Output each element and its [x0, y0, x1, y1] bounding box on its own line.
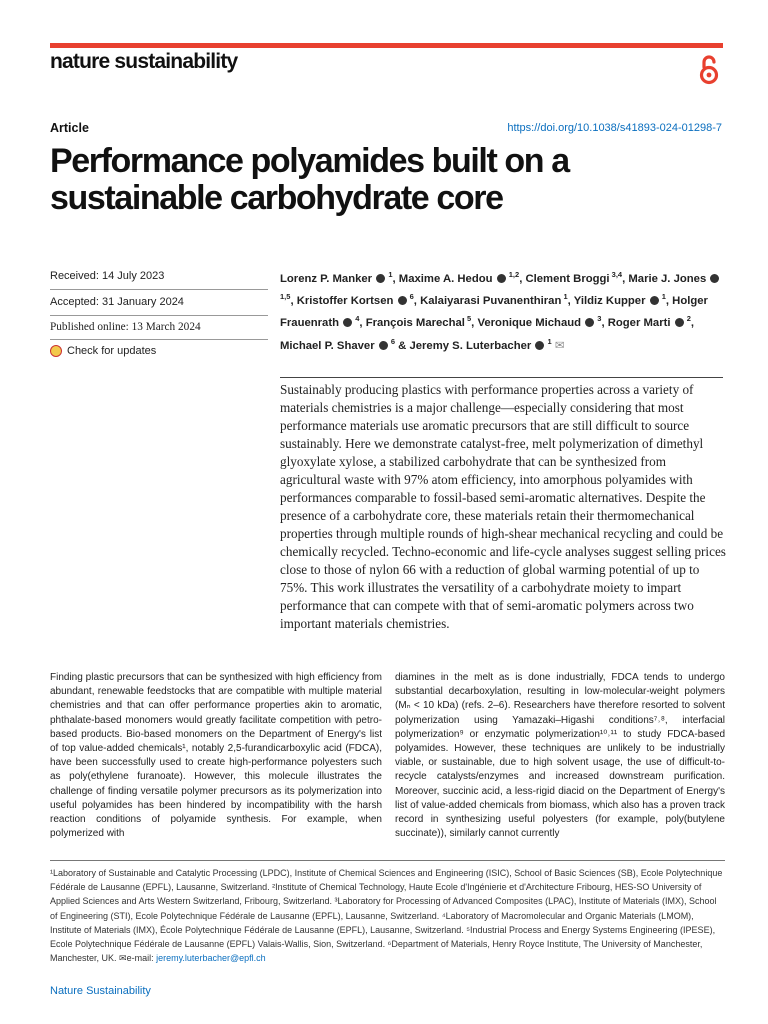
journal-name[interactable]: nature sustainability: [50, 50, 238, 73]
author-affiliation: 1: [659, 292, 666, 302]
mail-icon: ✉: [119, 953, 127, 964]
author-affiliation: 6: [407, 292, 414, 302]
meta-divider: [50, 315, 268, 316]
author-entry: Yildiz Kupper $^1$,: [573, 292, 673, 308]
mail-icon[interactable]: ✉: [551, 339, 565, 352]
meta-divider: [50, 339, 268, 340]
author-name[interactable]: Roger Marti: [607, 317, 671, 330]
check-for-updates-button[interactable]: [50, 345, 156, 357]
author-name[interactable]: Lorenz P. Manker: [280, 272, 373, 285]
body-text-column-2: diamines in the melt as is done industrially, FDCA tends to undergo substantial decarboxylation, resulting in low-molecular-weight polymers (Mₙ < 10 kDa) (refs. 2–6). Researchers have therefore resorted to solvent polymerization using Yamazaki–Higashi conditions⁷˒⁸, interfacial polymerization⁹ or enzymatic polymerization¹⁰˒¹¹ to study FDCA-based polyamides. However, these techniques are unlikely to be industrially viable, or sustainable, due to high solvent usage, the use of difficult-to-recycle catalysts/enzymes and increased downstream purification. Moreover, succinic acid, a less-rigid diacid on the Department of Energy's list of value-added chemicals from biomass, which also has a proven track record in synthesizing useful polyesters (for example, poly(butylene succinate)), similarly cannot currently: [395, 672, 725, 840]
doi-link[interactable]: https://doi.org/10.1038/s41893-024-01298-7: [507, 122, 722, 134]
author-name[interactable]: Yildiz Kupper: [573, 295, 646, 308]
article-title: Performance polyamides built on a sustainable carbohydrate core: [50, 142, 569, 217]
author-affiliation: 3,4: [609, 270, 623, 279]
orcid-icon[interactable]: [376, 274, 385, 283]
author-affiliation: 3: [595, 314, 602, 324]
author-entry: [409, 336, 565, 352]
received-date: Received: 14 July 2023: [50, 270, 165, 282]
body-text-column-1: Finding plastic precursors that can be synthesized with high efficiency from abundant, renewable feedstocks that are compatible with multiple material chemistries and that can offer performance properties akin to aromatic, phthalate-based monomers would greatly facilitate competition with petro-based products. Bio-based monomers on the Department of Energy's list of top value-added chemicals¹, notably 2,5-furandicarboxylic acid (FDCA), have been successfully used to create high-performance polyesters such as poly(ethylene furanoate). However, this molecule illustrates the challenge of finding versatile polymer precursors as its polymerization into useful polyamides has been hindered by incompatibility with the harsh reaction conditions of polyamide synthesis. For example, when polymerized with: [50, 672, 382, 840]
author-name[interactable]: Maxime A. Hedou: [398, 272, 493, 285]
author-list: [280, 266, 730, 355]
affiliations-footnote: [50, 866, 725, 965]
author-name[interactable]: Marie J. Jones: [628, 272, 707, 285]
meta-divider: [50, 289, 268, 290]
author-affiliation: 6: [388, 336, 396, 346]
author-entry: Roger Marti $^2$,: [607, 314, 695, 330]
orcid-icon[interactable]: [497, 274, 506, 283]
journal-accent-bar: [50, 43, 723, 48]
author-name[interactable]: Clement Broggi: [525, 272, 610, 285]
footnote-divider: [50, 860, 725, 861]
author-entry: Clement Broggi $^{3,4}$,: [525, 270, 629, 285]
orcid-icon[interactable]: [675, 318, 684, 327]
abstract: Sustainably producing plastics with performance properties across a variety of materials chemistries is a major challenge—especially considering that most performance materials use aromatic precursors that are still difficult to source sustainably. Here we demonstrate catalyst-free, melt polymerization of dimethyl glyoxylate xylose, a stabilized carbohydrate that can be synthesized from agricultural waste with 97% atom efficiency, into amorphous polyamides with performances comparable to fossil-based semi-aromatic alternatives. Despite the presence of a carbohydrate core, these materials retain their thermomechanical properties through multiple rounds of high-shear mechanical recycling and could be chemically recycled. Techno-economic and life-cycle analyses suggest selling prices close to those of nylon 66 with a reduction of global warming potential of up to 75%. This work illustrates the versatility of a carbohydrate moiety to impart performance that can compete with that of semi-aromatic polymers across two important materials chemistries.: [280, 382, 726, 631]
author-affiliation: 1: [545, 336, 552, 346]
open-access-icon[interactable]: [696, 54, 722, 86]
footer-journal-link[interactable]: Nature Sustainability: [50, 985, 151, 997]
author-affiliation: 1,5: [280, 292, 291, 302]
author-affiliation: 5: [464, 314, 472, 324]
author-name[interactable]: Veronique Michaud: [477, 317, 582, 330]
accepted-date: Accepted: 31 January 2024: [50, 296, 184, 308]
published-date: Published online: 13 March 2024: [50, 321, 201, 333]
orcid-icon[interactable]: [398, 296, 407, 305]
affiliations-text: ¹Laboratory of Sustainable and Catalytic Processing (LPDC), Institute of Chemical Sciences and Engineering (ISIC), School of Basic Sciences (SB), Ecole Polytechnique Fédérale de Lausanne (EPFL), Lausanne, Switzerland. ²Institute of Chemical Technology, Haute Ecole d'Ingénierie et d'Architecture Fribourg, HES-SO University of Applied Sciences and Arts Western Switzerland, Fribourg, Switzerland. ³Laboratory for Processing of Advanced Composites (LPAC), Institute of Materials (IMX), School of Engineering (STI), Ecole Polytechnique Fédérale de Lausanne (EPFL), Lausanne, Switzerland. ⁴Laboratory of Macromolecular and Organic Materials (LMOM), Institute of Materials (IMX), École Polytechnique Fédérale de Lausanne (EPFL), Lausanne, Switzerland. ⁵Industrial Process and Energy Systems Engineering (IPESE), Ecole Polytechnique Fédérale de Lausanne (EPFL) Valais-Wallis, Sion, Switzerland. ⁶Department of Materials, Henry Royce Institute, The University of Manchester, Manchester, UK.: [50, 868, 723, 964]
author-entry: Kalaiyarasi Puvanenthiran $^1$,: [420, 292, 574, 308]
author-affiliation: 1: [386, 270, 393, 279]
author-name[interactable]: Kalaiyarasi Puvanenthiran: [420, 295, 562, 308]
orcid-icon[interactable]: [710, 274, 719, 283]
orcid-icon[interactable]: [535, 341, 544, 350]
author-name[interactable]: Jeremy S. Luterbacher: [409, 339, 532, 352]
abstract-divider: [280, 377, 723, 378]
author-affiliation: 1,2: [506, 270, 520, 279]
author-affiliation: 2: [684, 314, 691, 324]
author-name[interactable]: François Marechal: [365, 317, 465, 330]
article-type-label: Article: [50, 121, 89, 135]
check-for-updates-label: Check for updates: [67, 345, 157, 357]
author-entry: Holger Frauenrath $^4$,: [280, 295, 708, 330]
author-name[interactable]: Michael P. Shaver: [280, 339, 375, 352]
author-entry: Marie J. Jones $^{1,5}$,: [280, 273, 720, 307]
author-affiliation: 1: [561, 292, 568, 302]
email-label: e-mail:: [126, 953, 157, 964]
orcid-icon[interactable]: [650, 296, 659, 305]
author-name[interactable]: Kristoffer Kortsen: [296, 295, 394, 308]
author-name[interactable]: Holger Frauenrath: [280, 295, 708, 330]
orcid-icon[interactable]: [379, 341, 388, 350]
orcid-icon[interactable]: [343, 318, 352, 327]
orcid-icon[interactable]: [585, 318, 594, 327]
author-entry: François Marechal $^5$,: [365, 314, 478, 330]
author-entry: Veronique Michaud $^3$,: [477, 314, 608, 330]
check-updates-icon: [50, 345, 62, 357]
author-affiliation: 4: [353, 314, 360, 324]
author-entry: Kristoffer Kortsen $^6$,: [296, 292, 421, 308]
author-entry: Lorenz P. Manker $^1$,: [280, 270, 399, 285]
author-entry: Maxime A. Hedou $^{1,2}$,: [398, 270, 526, 285]
author-entry: Michael P. Shaver $^6$ &: [280, 336, 410, 352]
corresponding-email-link[interactable]: jeremy.luterbacher@epfl.ch: [156, 953, 266, 964]
